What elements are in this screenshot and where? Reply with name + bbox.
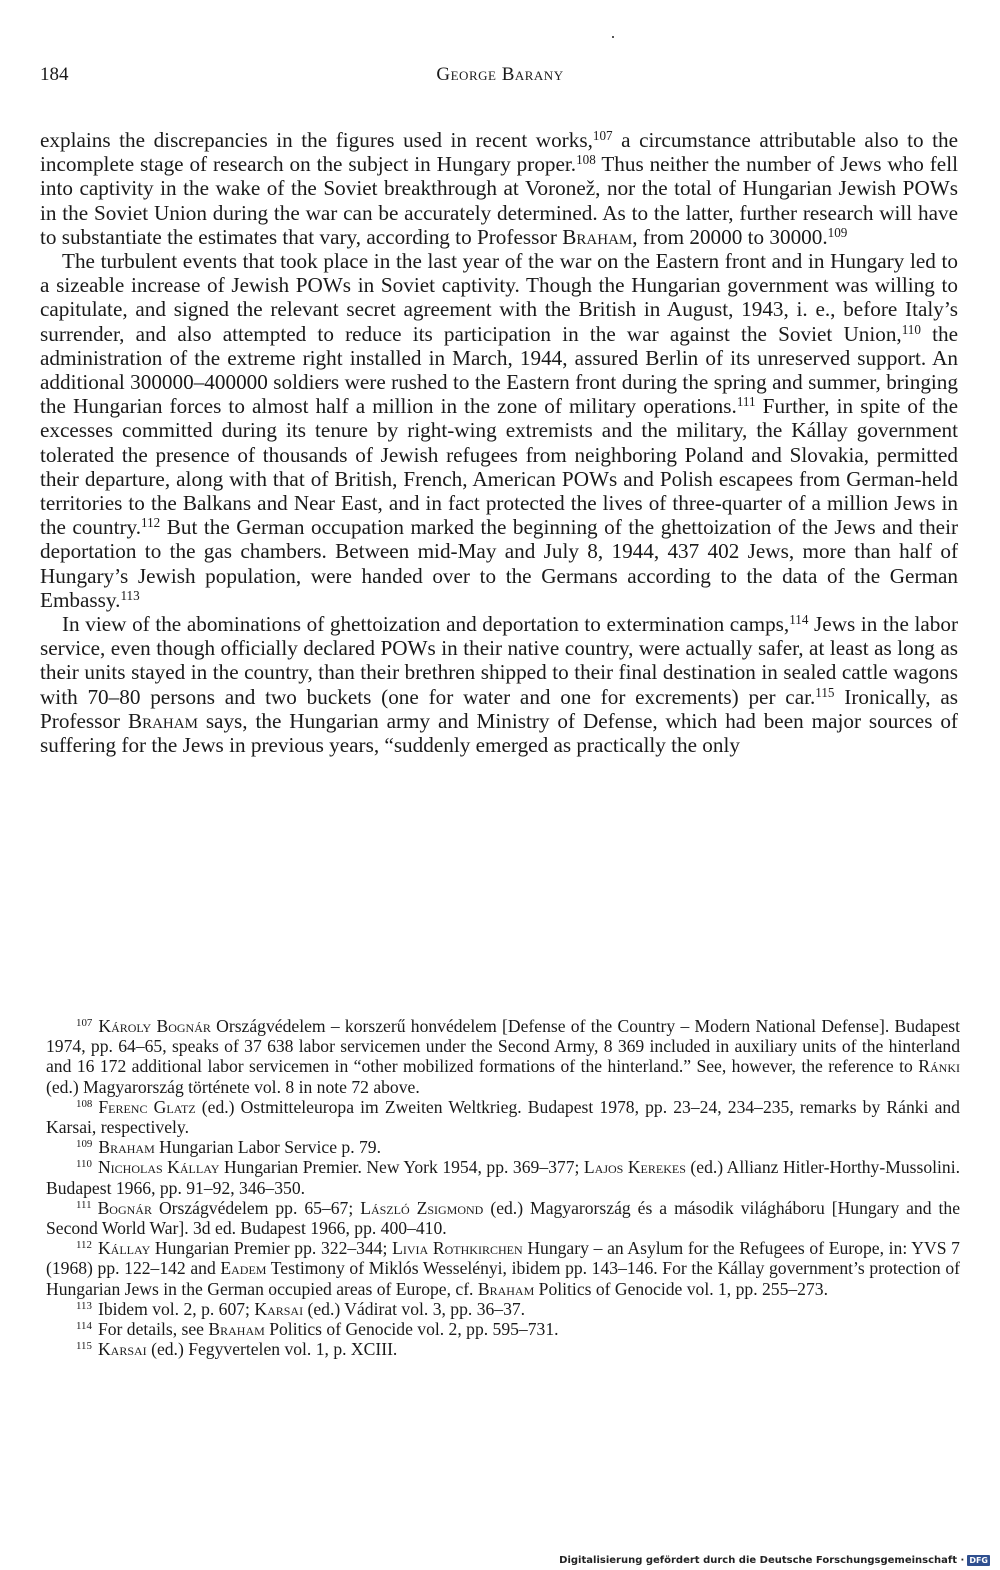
text-run: (ed.) Magyarország és a második világháboru [Hungary and the Second World War]. 3d ed. Budapest 1966, pp. 400–410. bbox=[46, 1197, 961, 1239]
footnote-number: 113 bbox=[76, 1299, 92, 1312]
footnote-ref: 108 bbox=[576, 151, 596, 167]
text-run: explains the discrepancies in the figures used in recent works, bbox=[40, 128, 593, 152]
text-run: Országvédelem – korszerű honvédelem [Defense of the Country – Modern National Defense]. Budapest 1974, pp. 64–65, speaks of 37 638 labor servicemen under the Second Army, 8 369 included in auxiliary units of the hinterland and 16 172 additional labor servicemen in “other mobilized formations of the hinterland.” See, however, the reference to bbox=[46, 1016, 960, 1077]
body-paragraph bbox=[40, 249, 958, 612]
footnote-number: 107 bbox=[76, 1017, 93, 1029]
footnote bbox=[46, 1339, 960, 1359]
body-text bbox=[40, 128, 958, 757]
text-run: Hungary – an Asylum for the Refugees of Europe, in: YVS 7 (1968) pp. 122–142 and bbox=[46, 1238, 960, 1279]
text-run: Hungarian Premier pp. 322–344; bbox=[150, 1238, 393, 1259]
page-header bbox=[40, 64, 960, 94]
footnote-ref: 111 bbox=[736, 394, 756, 410]
footnote-number: 114 bbox=[76, 1320, 92, 1333]
footnote-ref: 110 bbox=[901, 321, 921, 337]
footnote-ref: 114 bbox=[789, 611, 809, 627]
author-name: László Zsigmond bbox=[360, 1197, 484, 1218]
text-run: But the German occupation marked the beginning of the ghettoization of the Jews and their deportation to the gas chambers. Between mid-May and July 8, 1944, 437 402 Jews, more than half of Hungary’s Jewish population, were handed over to the Germans according to the data of the German Embassy. bbox=[40, 515, 959, 612]
author-name: Braham bbox=[127, 708, 198, 733]
footnotes bbox=[46, 1016, 960, 1359]
text-run: Hungarian Labor Service p. 79. bbox=[154, 1137, 381, 1158]
footnote-ref: 107 bbox=[592, 127, 613, 143]
scan-speck bbox=[612, 36, 614, 38]
dfg-logo-icon: DFG bbox=[969, 1556, 988, 1565]
footnote-number: 111 bbox=[76, 1198, 92, 1211]
author-name: Braham bbox=[208, 1319, 265, 1340]
author-name: Ránki bbox=[918, 1056, 960, 1077]
text-run: Politics of Genocide vol. 2, pp. 595–731. bbox=[264, 1319, 559, 1340]
footnote-ref: 109 bbox=[827, 224, 848, 240]
author-name: Lajos Kerekes bbox=[583, 1157, 686, 1178]
footnote bbox=[46, 1198, 960, 1238]
footnote bbox=[46, 1238, 960, 1299]
author-name: Nicholas Kállay bbox=[97, 1157, 220, 1178]
text-run: (ed.) Ostmitteleuropa im Zweiten Weltkrieg. Budapest 1978, pp. 23–24, 234–235, remarks by Ránki and Karsai, respectively. bbox=[46, 1096, 960, 1138]
footnote bbox=[46, 1319, 960, 1339]
body-paragraph bbox=[40, 128, 958, 249]
author-name: Eadem bbox=[220, 1258, 267, 1279]
author-name: Braham bbox=[477, 1278, 535, 1299]
footnote-number: 115 bbox=[76, 1340, 92, 1353]
text-run: The turbulent events that took place in the last year of the war on the Eastern front and in Hungary led to a sizeable increase of Jewish POWs in Soviet captivity. Though the Hungarian government was willing to capitulate, and signed the relevant secret agreement with the British in August, 1943, i. e., before Italy’s surrender, and also attempted to reduce its participation in the war against the Soviet Union, bbox=[40, 249, 958, 346]
text-run: Ironically, as Professor bbox=[40, 684, 958, 733]
text-run: the administration of the extreme right installed in March, 1944, assured Berlin of its unreserved support. An additional 300000–400000 soldiers were rushed to the Eastern front during the spring and summer, bringing the Hungarian forces to almost half a million in the zone of military operations. bbox=[40, 321, 958, 419]
author-name: Karsai bbox=[254, 1298, 304, 1319]
text-run: (ed.) Allianz Hitler-Horthy-Mussolini. Budapest 1966, pp. 91–92, 346–350. bbox=[46, 1157, 960, 1198]
author-name: Braham bbox=[562, 224, 633, 249]
text-run: Hungarian Premier. New York 1954, pp. 369–377; bbox=[219, 1157, 584, 1178]
text-run: Further, in spite of the excesses committed during its tenure by right-wing extremists and the military, the Kállay government tolerated the presence of thousands of Jewish refugees from neighboring Poland and Slovakia, permitted their departure, along with that of British, French, American POWs and Polish escapees from German-held territories to the Balkans and Near East, and in fact protected the lives of three-quarter of a million Jews in the country. bbox=[40, 394, 959, 540]
body-paragraph bbox=[40, 612, 958, 757]
text-run: For details, see bbox=[97, 1319, 209, 1340]
text-run: Testimony of Miklós Wesselényi, ibidem pp. 143–146. For the Kállay government’s protection of Hungarian Jews in the German occupied areas of Europe, cf. bbox=[46, 1258, 960, 1299]
running-head: George Barany bbox=[436, 64, 564, 85]
footnote bbox=[46, 1097, 960, 1137]
footnote bbox=[46, 1157, 960, 1197]
footnote bbox=[46, 1016, 960, 1097]
text-run: Ibidem vol. 2, p. 607; bbox=[97, 1298, 255, 1319]
footnote bbox=[46, 1137, 960, 1157]
author-name: Livia Rothkirchen bbox=[392, 1238, 523, 1259]
footnote-ref: 113 bbox=[120, 587, 140, 603]
text-run: (ed.) Magyarország története vol. 8 in note 72 above. bbox=[46, 1076, 420, 1097]
footnote-number: 108 bbox=[76, 1097, 93, 1110]
text-run: In view of the abominations of ghettoization and deportation to extermination camps, bbox=[62, 612, 790, 637]
footer-text: Digitalisierung gefördert durch die Deutsche Forschungsgemeinschaft · bbox=[559, 1555, 965, 1566]
text-run: Országvédelem pp. 65–67; bbox=[151, 1197, 361, 1218]
text-run: (ed.) Vádirat vol. 3, pp. 36–37. bbox=[303, 1298, 526, 1319]
footnote-ref: 112 bbox=[141, 515, 161, 531]
text-run: Politics of Genocide vol. 1, pp. 255–273. bbox=[534, 1278, 828, 1299]
author-name: Karsai bbox=[97, 1339, 147, 1360]
footnote-ref: 115 bbox=[815, 684, 835, 700]
author-name: Kállay bbox=[97, 1238, 151, 1259]
author-name: Károly Bognár bbox=[98, 1016, 211, 1036]
text-run: , from 20000 to 30000. bbox=[632, 224, 828, 249]
footnote-number: 110 bbox=[76, 1158, 92, 1171]
page-number: 184 bbox=[40, 64, 69, 85]
digitization-footer bbox=[559, 1555, 990, 1566]
text-run: Thus neither the number of Jews who fell into captivity in the wake of the Soviet breakthrough at Voronež, nor the total of Hungarian Jewish POWs in the Soviet Union during the war can be accurately determined. As to the latter, further research will have to substantiate the estimates that vary, according to Professor bbox=[40, 152, 958, 249]
footnote bbox=[46, 1299, 960, 1319]
text-run: Jews in the labor service, even though officially declared POWs in their native country, were actually safer, at least as long as their units stayed in the country, than their brethren shipped to their final destination in sealed cattle wagons with 70–80 persons and two buckets (one for water and one for excrements) per car. bbox=[40, 612, 958, 709]
author-name: Bognár bbox=[97, 1197, 152, 1218]
text-run: a circumstance attributable also to the incomplete stage of research on the subject in Hungary proper. bbox=[40, 128, 958, 177]
footnote-number: 112 bbox=[76, 1239, 92, 1252]
author-name: Ferenc Glatz bbox=[98, 1096, 196, 1117]
author-name: Braham bbox=[98, 1137, 155, 1158]
footnote-number: 109 bbox=[76, 1138, 93, 1151]
text-run: (ed.) Fegyvertelen vol. 1, p. XCIII. bbox=[146, 1339, 398, 1360]
text-run: says, the Hungarian army and Ministry of Defense, which had been major sources of suffering for the Jews in previous years, “suddenly emerged as practically the only bbox=[40, 708, 958, 758]
